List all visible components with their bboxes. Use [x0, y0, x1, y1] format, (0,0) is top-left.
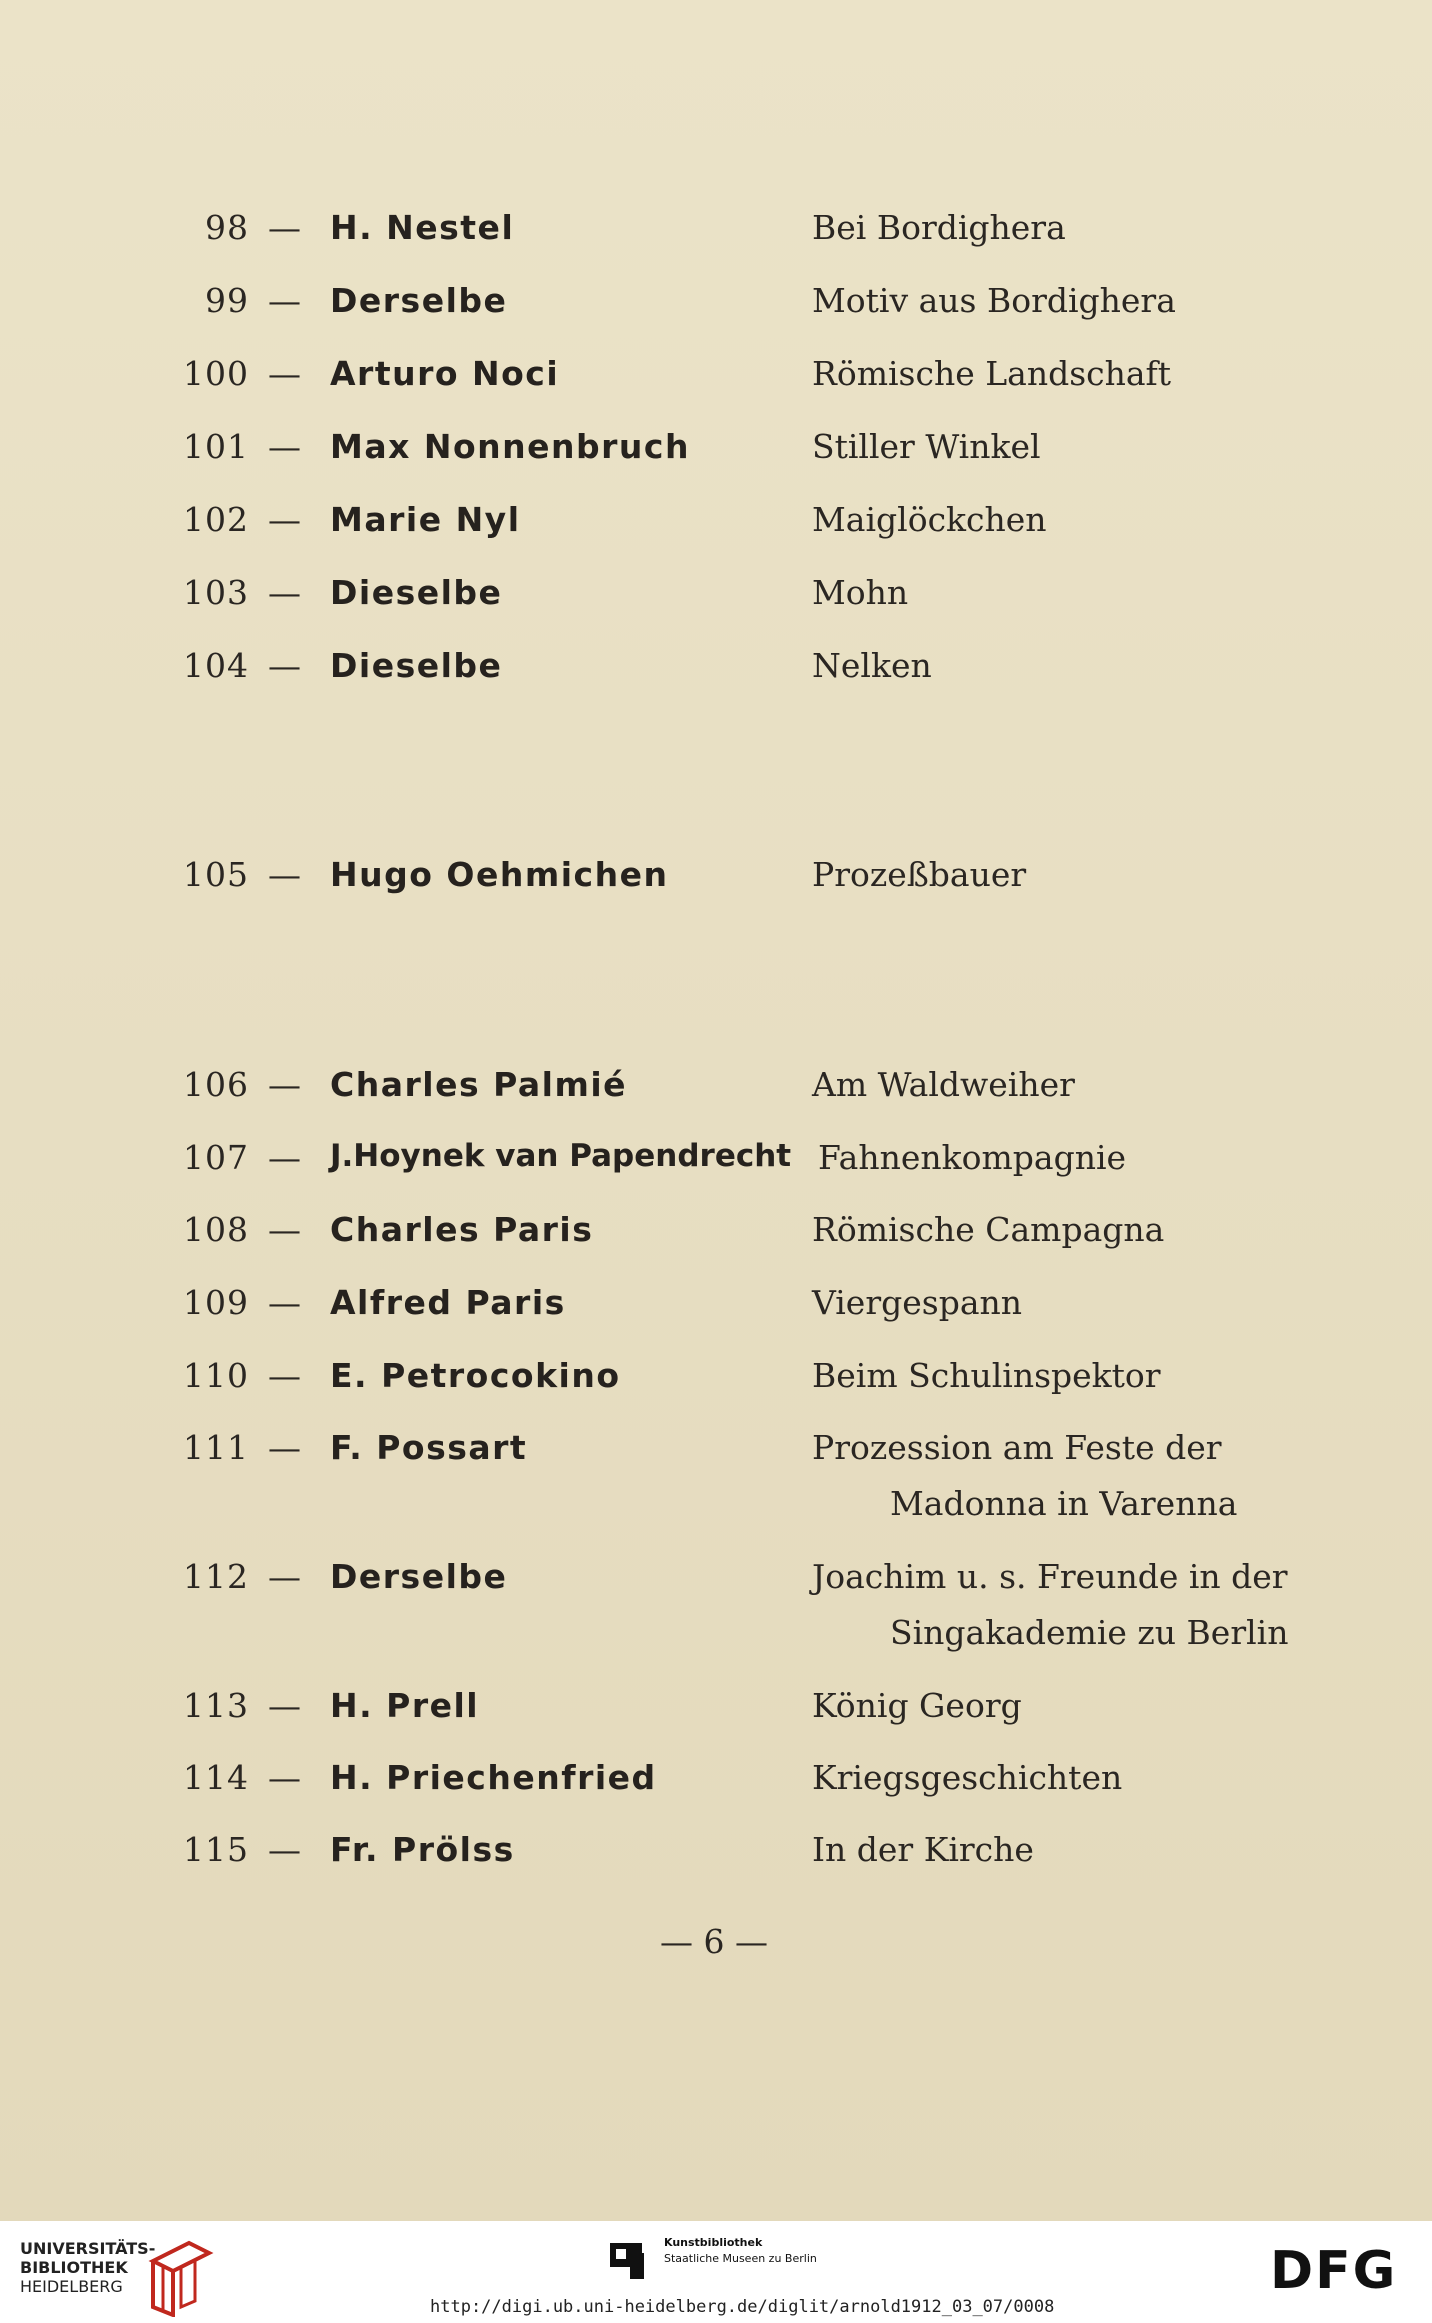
- catalogue-entry: [0, 354, 1432, 414]
- artwork-title: Fahnenkompagnie: [818, 1138, 1127, 1177]
- artist-name: Alfred Paris: [330, 1283, 566, 1322]
- entry-number: 114: [183, 1758, 249, 1797]
- catalogue-entry: [0, 1428, 1432, 1548]
- catalogue-entry: [0, 646, 1432, 706]
- heidelberg-library-logo[interactable]: [20, 2239, 220, 2319]
- catalogue-entry: [0, 1283, 1432, 1343]
- catalogue-entry: [0, 281, 1432, 341]
- library-name-line3: HEIDELBERG: [20, 2277, 123, 2296]
- catalogue-entry: [0, 1557, 1432, 1677]
- library-name-line2: BIBLIOTHEK: [20, 2258, 128, 2277]
- artwork-title-continuation: Singakademie zu Berlin: [890, 1613, 1289, 1652]
- entry-number: 102: [183, 500, 249, 539]
- artist-name: Derselbe: [330, 1557, 508, 1596]
- entry-number: 112: [183, 1557, 249, 1596]
- artist-name: Dieselbe: [330, 646, 503, 685]
- entry-dash: —: [268, 427, 301, 466]
- catalogue-entry: [0, 427, 1432, 487]
- entry-dash: —: [268, 855, 301, 894]
- entry-dash: —: [268, 1283, 301, 1322]
- artwork-title: Am Waldweiher: [812, 1065, 1075, 1104]
- entry-number: 113: [183, 1686, 249, 1725]
- artwork-title: Stiller Winkel: [812, 427, 1041, 466]
- entry-number: 111: [183, 1428, 249, 1467]
- catalogue-entry: [0, 855, 1432, 915]
- library-name-line1: UNIVERSITÄTS-: [20, 2239, 156, 2258]
- catalogue-entry: [0, 1830, 1432, 1890]
- artwork-title: Prozeßbauer: [812, 855, 1027, 894]
- catalogue-entry: [0, 1356, 1432, 1416]
- entry-number: 98: [205, 208, 249, 247]
- artist-name: Charles Palmié: [330, 1065, 628, 1104]
- artwork-title: Joachim u. s. Freunde in der: [812, 1557, 1288, 1596]
- entry-number: 108: [183, 1210, 249, 1249]
- entry-dash: —: [268, 1138, 301, 1177]
- entry-dash: —: [268, 1758, 301, 1797]
- artwork-title-continuation: Madonna in Varenna: [890, 1484, 1238, 1523]
- catalogue-entry: [0, 1065, 1432, 1125]
- entry-number: 106: [183, 1065, 249, 1104]
- artwork-title: In der Kirche: [812, 1830, 1034, 1869]
- entry-dash: —: [268, 1686, 301, 1725]
- artist-name: Charles Paris: [330, 1210, 594, 1249]
- catalogue-entry: [0, 573, 1432, 633]
- kunstbibliothek-emblem-icon: [610, 2235, 650, 2281]
- library-emblem-icon: [145, 2239, 215, 2317]
- kb-name: Kunstbibliothek: [664, 2236, 763, 2249]
- kb-institution: Staatliche Museen zu Berlin: [664, 2252, 817, 2265]
- entry-number: 103: [183, 573, 249, 612]
- artist-name: Max Nonnenbruch: [330, 427, 690, 466]
- entry-dash: —: [268, 1428, 301, 1467]
- entry-dash: —: [268, 281, 301, 320]
- catalogue-entry: [0, 1758, 1432, 1818]
- dfg-logo[interactable]: DFG: [1270, 2241, 1398, 2301]
- artist-name: J.Hoynek van Papendrecht: [330, 1138, 792, 1174]
- entry-dash: —: [268, 1210, 301, 1249]
- entry-number: 104: [183, 646, 249, 685]
- entry-dash: —: [268, 354, 301, 393]
- entry-number: 107: [183, 1138, 249, 1177]
- entry-number: 99: [205, 281, 249, 320]
- catalogue-entry: [0, 500, 1432, 560]
- entry-number: 101: [183, 427, 249, 466]
- kunstbibliothek-logo[interactable]: [610, 2235, 850, 2285]
- entry-number: 115: [183, 1830, 249, 1869]
- artist-name: Hugo Oehmichen: [330, 855, 669, 894]
- catalogue-entry: [0, 1210, 1432, 1270]
- entry-dash: —: [268, 500, 301, 539]
- digitization-footer: [0, 2221, 1432, 2323]
- artwork-title: Prozession am Feste der: [812, 1428, 1222, 1467]
- artist-name: Dieselbe: [330, 573, 503, 612]
- catalogue-entry: [0, 1138, 1432, 1198]
- catalogue-entry: [0, 1686, 1432, 1746]
- entry-number: 110: [183, 1356, 249, 1395]
- artwork-title: König Georg: [812, 1686, 1022, 1725]
- artist-name: Derselbe: [330, 281, 508, 320]
- entry-dash: —: [268, 646, 301, 685]
- artwork-title: Römische Landschaft: [812, 354, 1172, 393]
- entry-dash: —: [268, 1356, 301, 1395]
- artwork-title: Bei Bordighera: [812, 208, 1066, 247]
- entry-dash: —: [268, 208, 301, 247]
- artist-name: E. Petrocokino: [330, 1356, 621, 1395]
- artist-name: Fr. Prölss: [330, 1830, 515, 1869]
- artist-name: Arturo Noci: [330, 354, 560, 393]
- artwork-title: Viergespann: [812, 1283, 1023, 1322]
- artwork-title: Motiv aus Bordighera: [812, 281, 1176, 320]
- artist-name: Marie Nyl: [330, 500, 521, 539]
- artwork-title: Kriegsgeschichten: [812, 1758, 1123, 1797]
- artwork-title: Römische Campagna: [812, 1210, 1165, 1249]
- artist-name: H. Nestel: [330, 208, 515, 247]
- artwork-title: Nelken: [812, 646, 932, 685]
- artist-name: H. Prell: [330, 1686, 480, 1725]
- artwork-title: Maiglöckchen: [812, 500, 1047, 539]
- source-url-link[interactable]: http://digi.ub.uni-heidelberg.de/diglit/arnold1912_03_07/0008: [430, 2297, 1055, 2317]
- entry-dash: —: [268, 1830, 301, 1869]
- entry-dash: —: [268, 573, 301, 612]
- entry-number: 109: [183, 1283, 249, 1322]
- artwork-title: Beim Schulinspektor: [812, 1356, 1161, 1395]
- entry-dash: —: [268, 1065, 301, 1104]
- entry-dash: —: [268, 1557, 301, 1596]
- entry-number: 105: [183, 855, 249, 894]
- page-number: — 6 —: [660, 1922, 768, 1961]
- artwork-title: Mohn: [812, 573, 909, 612]
- entry-number: 100: [183, 354, 249, 393]
- artist-name: H. Priechenfried: [330, 1758, 657, 1797]
- artist-name: F. Possart: [330, 1428, 528, 1467]
- catalogue-entry: [0, 208, 1432, 268]
